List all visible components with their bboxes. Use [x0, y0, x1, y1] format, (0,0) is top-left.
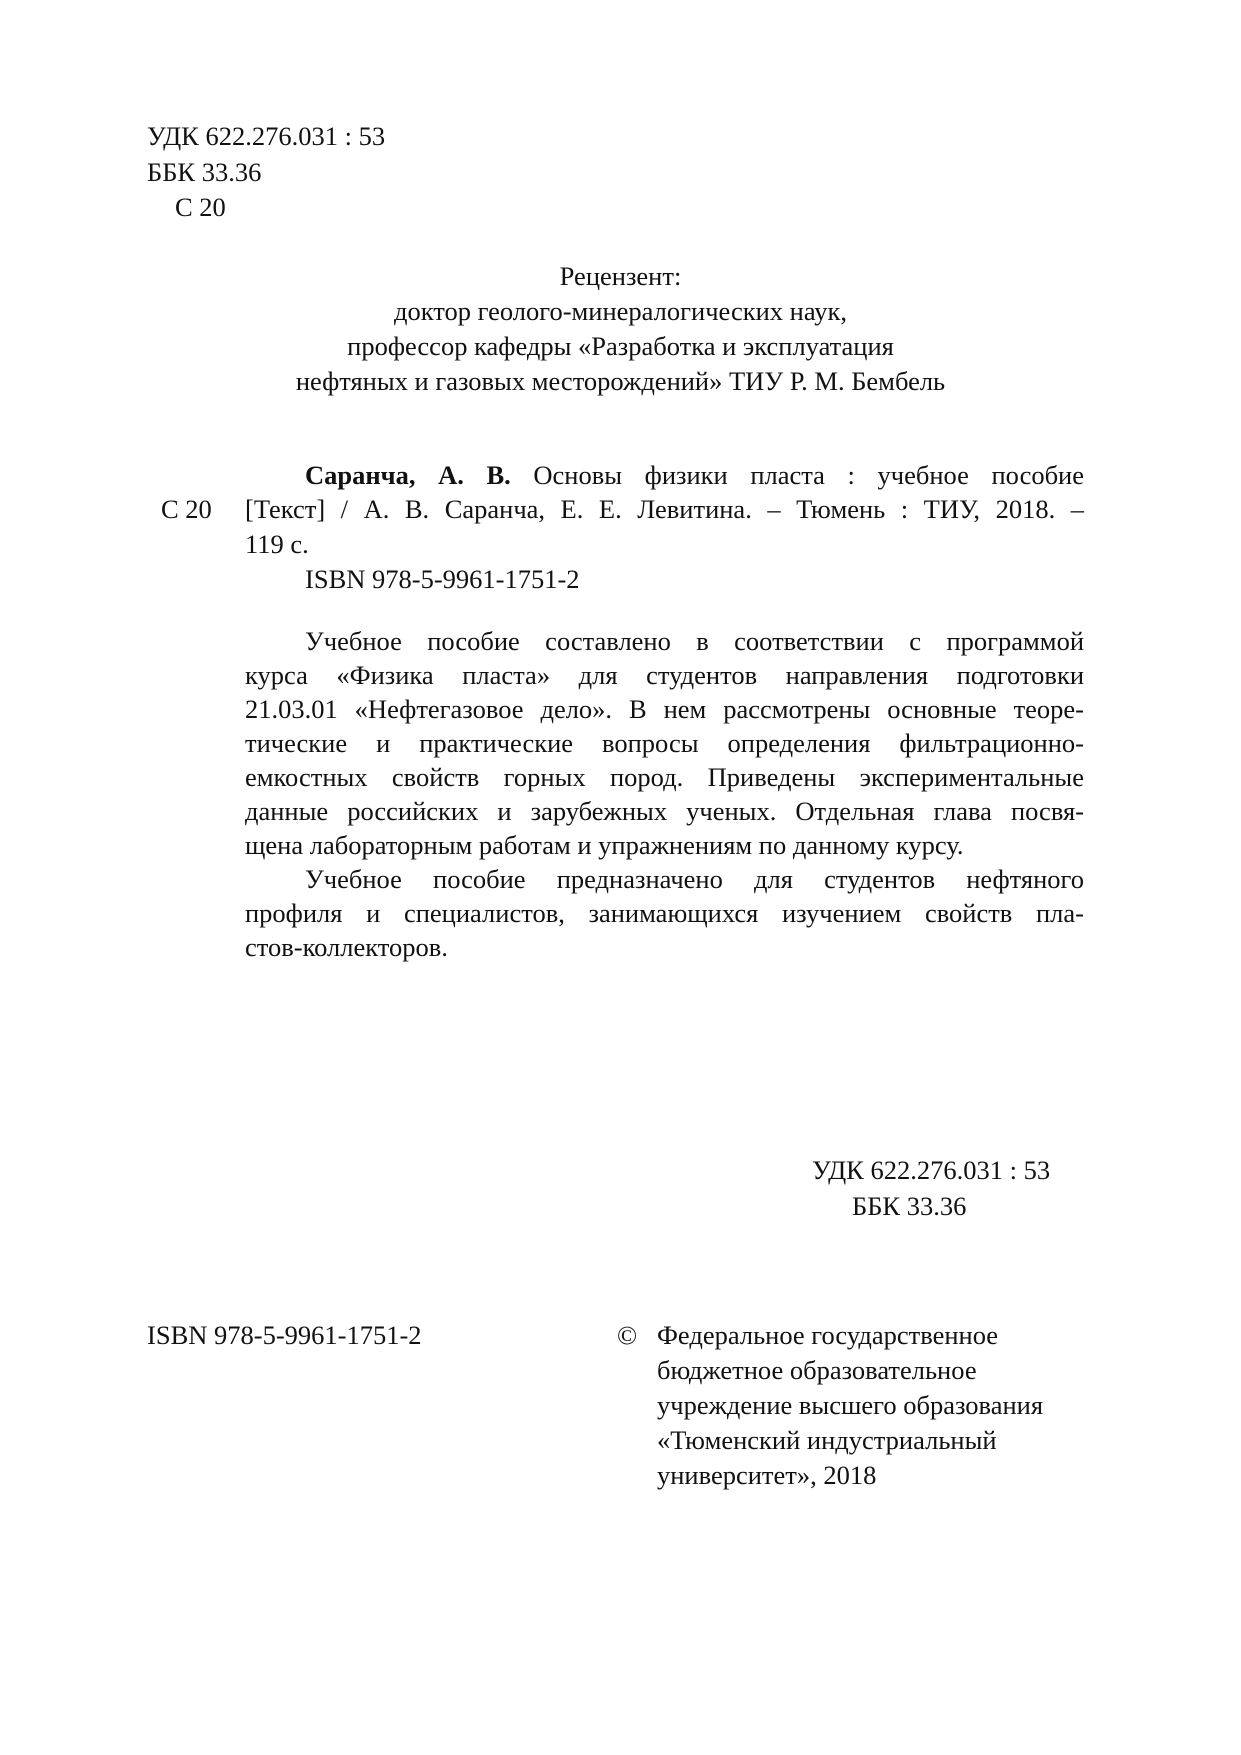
reviewer-line-2: профессор кафедры «Разработка и эксплуатация: [347, 331, 894, 361]
footer-isbn: ISBN 978-5-9961-1751-2: [147, 1320, 422, 1350]
bib-line-1: [305, 462, 1084, 489]
abstract-line-9: профиля и специалистов, занимающихся изучением свойств пла-: [245, 898, 1084, 928]
copyright-line-3: учреждение высшего образования: [657, 1390, 1044, 1420]
author-mark-top: С 20: [175, 192, 226, 222]
bbk-code-top: ББК 33.36: [147, 157, 262, 187]
bib-isbn: ISBN 978-5-9961-1751-2: [305, 564, 580, 594]
abstract-line-5: емкостных свойств горных пород. Приведены экспериментальные: [245, 762, 1084, 792]
abstract-line-2: курса «Физика пласта» для студентов направления подготовки: [245, 660, 1084, 690]
reviewer-title: Рецензент:: [559, 261, 682, 291]
abstract-line-8: Учебное пособие предназначено для студентов нефтяного: [305, 864, 1084, 894]
copyright-icon: ©: [617, 1320, 638, 1350]
copyright-line-2: бюджетное образовательное: [657, 1355, 977, 1385]
copyright-line-4: «Тюменский индустриальный: [657, 1425, 997, 1455]
copyright-line-1: Федеральное государственное: [657, 1320, 999, 1350]
copyright-line-5: университет», 2018: [657, 1460, 877, 1490]
abstract-line-7: щена лабораторным работам и упражнениям по данному курсу.: [245, 830, 964, 860]
abstract-line-10: стов-коллекторов.: [245, 932, 448, 962]
bib-author: Саранча, А. В.: [305, 460, 511, 490]
abstract-line-1: Учебное пособие составлено в соответствии с программой: [305, 626, 1084, 656]
bib-line-3: 119 с.: [245, 529, 309, 559]
reviewer-line-3: нефтяных и газовых месторождений» ТИУ Р. М. Бембель: [295, 366, 946, 396]
reviewer-line-1: доктор геолого-минералогических наук,: [393, 296, 847, 326]
udk-code-top: УДК 622.276.031 : 53: [147, 121, 386, 151]
abstract-line-3: 21.03.01 «Нефтегазовое дело». В нем рассмотрены основные теоре-: [245, 694, 1084, 724]
author-mark-side: С 20: [161, 494, 212, 524]
abstract-line-6: данные российских и зарубежных ученых. Отдельная глава посвя-: [245, 796, 1084, 826]
abstract-line-4: тические и практические вопросы определения фильтрационно-: [245, 728, 1084, 758]
udk-code-bottom: УДК 622.276.031 : 53: [812, 1155, 1051, 1185]
bib-line-2: [Текст] / А. В. Саранча, Е. Е. Левитина. – Тюмень : ТИУ, 2018. –: [245, 494, 1084, 524]
bbk-code-bottom: ББК 33.36: [852, 1191, 967, 1221]
bib-title: Основы физики пласта : учебное пособие: [533, 460, 1085, 490]
